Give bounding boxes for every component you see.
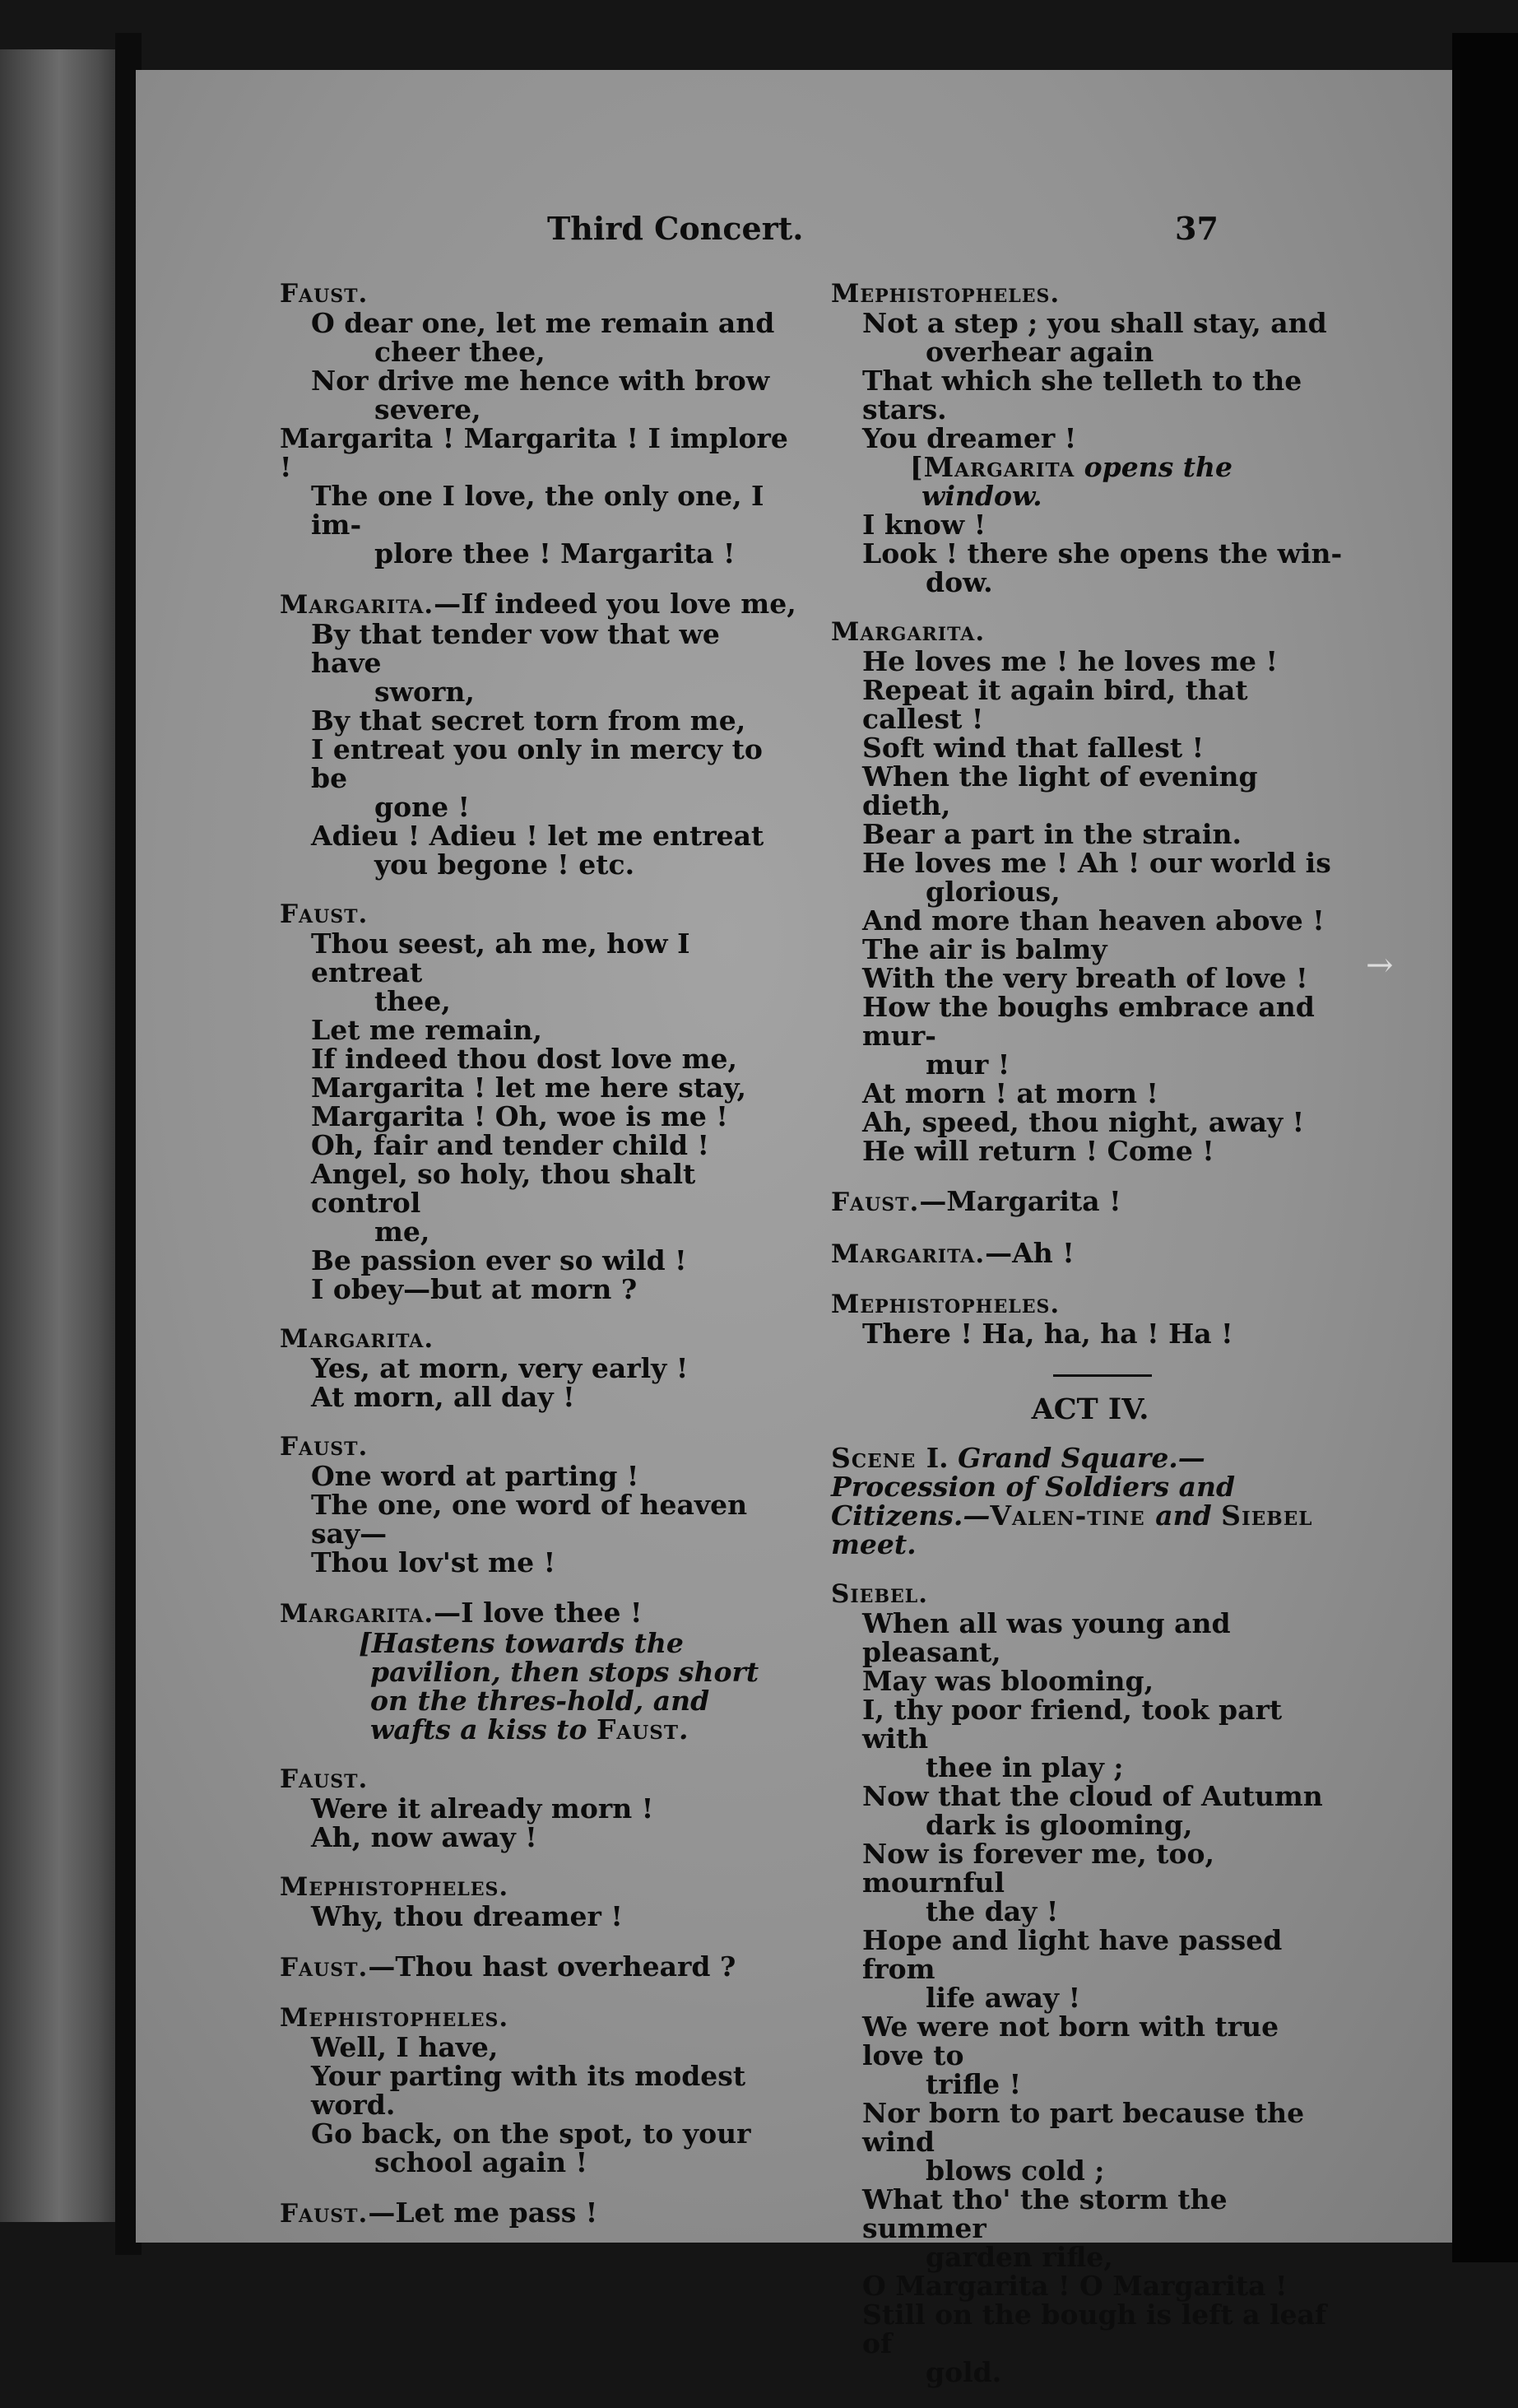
verse-line: I, thy poor friend, took part with (862, 1694, 1283, 1755)
scene-heading (831, 1443, 1349, 1559)
verse-line: When all was young and pleasant, (862, 1607, 1231, 1668)
speech-block (831, 280, 1349, 597)
verse-line: Bear a part in the strain. (862, 818, 1242, 850)
verse-line: gone ! (374, 791, 471, 823)
verse-line: May was blooming, (862, 1665, 1154, 1697)
running-title: Third Concert. (547, 210, 804, 247)
verse-line: Ah, speed, thou night, away ! (862, 1106, 1305, 1138)
verse-line: Oh, fair and tender child ! (311, 1129, 710, 1161)
scene-description: Grand Square.—Procession of Soldiers and Citizens.— (831, 1442, 1236, 1532)
speech-block (280, 589, 798, 879)
stage-direction-name: Faust (596, 1713, 680, 1746)
verse-line: Now that the cloud of Autumn (862, 1780, 1323, 1812)
speaker-name: Margarita. (831, 1239, 986, 1269)
verse-line: Let me remain, (311, 1014, 543, 1046)
scene-character: Siebel (1221, 1499, 1313, 1532)
verse-line: overhear again (926, 336, 1154, 368)
scene-label: Scene (831, 1442, 926, 1474)
verse-line: Thou lov'st me ! (311, 1546, 556, 1578)
verse-line: trifle ! (926, 2068, 1022, 2100)
speaker-name: Margarita. (280, 590, 434, 620)
verse-line: Still on the bough is left a leaf of (862, 2299, 1327, 2359)
speaker-name: Margarita. (831, 617, 986, 647)
verse-line: Soft wind that fallest ! (862, 732, 1205, 764)
speaker-name: Margarita. (280, 1599, 434, 1629)
verse-line: Why, thou dreamer ! (311, 1900, 623, 1932)
verse-line: I entreat you only in mercy to be (311, 733, 763, 794)
act-heading: ACT IV. (1031, 1392, 1149, 1426)
verse-line: Your parting with its modest word. (311, 2060, 746, 2121)
speaker-name: Faust. (280, 279, 369, 309)
speaker-name: Faust. (280, 900, 369, 929)
speech-block (280, 1952, 798, 1983)
verse-line: dark is glooming, (926, 1809, 1193, 1841)
verse-line: Thou seest, ah me, how I entreat (311, 927, 690, 988)
speaker-line (831, 1187, 1349, 1217)
verse-line: plore thee ! Margarita ! (374, 537, 736, 569)
speech-text: —If indeed you love me, (434, 588, 796, 620)
verse-line: You dreamer ! (862, 422, 1077, 454)
verse-line: sworn, (374, 676, 475, 708)
speech-text: —I love thee ! (434, 1597, 643, 1629)
verse-line: glorious, (926, 876, 1061, 908)
verse-line: Nor drive me hence with brow (311, 365, 770, 397)
speech-text: —Thou hast overheard ? (368, 1950, 736, 1983)
speaker-line (280, 1598, 798, 1629)
stage-direction-text: opens the window. (921, 451, 1233, 512)
stage-direction-text: . (679, 1713, 689, 1746)
verse-line: One word at parting ! (311, 1460, 639, 1492)
speech-block (280, 1325, 798, 1411)
speech-block (831, 1187, 1349, 1217)
verse-line: cheer thee, (374, 336, 545, 368)
verse-line: O dear one, let me remain and (311, 307, 775, 339)
verse-line: Look ! there she opens the win- (862, 537, 1343, 569)
speech-block (831, 1239, 1349, 1269)
verse-line: severe, (374, 393, 481, 425)
verse-line: I know ! (862, 509, 986, 541)
verse-line: Be passion ever so wild ! (311, 1244, 687, 1276)
stage-direction-text: [Hastens towards the pavilion, then stops short on the thres-hold, and wafts a kiss to (359, 1627, 759, 1746)
speech-block (280, 2198, 798, 2229)
verse-line: O Margarita ! O Margarita ! (862, 2270, 1288, 2302)
verse-line: He loves me ! he loves me ! (862, 645, 1278, 677)
verse-line: And more than heaven above ! (862, 904, 1325, 937)
stage-direction (831, 453, 1349, 510)
verse-line: blows cold ; (926, 2155, 1105, 2187)
verse-line: He will return ! Come ! (862, 1135, 1214, 1167)
verse-line: With the very breath of love ! (862, 962, 1308, 994)
margin-mark: → (1366, 946, 1394, 984)
verse-line: mur ! (926, 1048, 1010, 1081)
speaker-line (831, 1239, 1349, 1269)
scene-action: meet. (831, 1528, 917, 1560)
left-column (280, 280, 798, 2250)
speech-text: —Let me pass ! (368, 2196, 598, 2229)
verse-line: thee in play ; (926, 1751, 1124, 1783)
verse-line: The one, one word of heaven say— (311, 1489, 748, 1550)
speech-block (280, 1873, 798, 1931)
speech-text: —Margarita ! (919, 1185, 1121, 1217)
verse-line: you begone ! etc. (374, 848, 635, 881)
verse-line: Well, I have, (311, 2031, 499, 2063)
stage-direction (280, 1629, 798, 1744)
stage-direction-name: [Margarita (910, 451, 1075, 483)
speaker-name: Faust. (280, 2199, 369, 2229)
speech-block (831, 618, 1349, 1165)
verse-line: garden rifle, (926, 2241, 1113, 2273)
verse-line: The one I love, the only one, I im- (311, 480, 764, 541)
speaker-name: Margarita. (280, 1324, 434, 1354)
scan-border (1452, 33, 1518, 2262)
speaker-name: Faust. (280, 1764, 369, 1794)
speaker-line (280, 1952, 798, 1983)
verse-line: We were not born with true love to (862, 2011, 1279, 2071)
verse-line: When the light of evening dieth, (862, 760, 1258, 821)
verse-line: I obey—but at morn ? (311, 1273, 638, 1305)
speech-text: —Ah ! (985, 1237, 1075, 1269)
verse-line: Adieu ! Adieu ! let me entreat (311, 820, 764, 852)
speaker-name: Faust. (831, 1188, 920, 1217)
verse-line: What tho' the storm the summer (862, 2183, 1228, 2244)
scene-number: I. (926, 1442, 959, 1474)
speaker-name: Mephistopheles. (280, 1872, 509, 1902)
speaker-name: Mephistopheles. (831, 1290, 1061, 1319)
verse-line: Nor born to part because the wind (862, 2097, 1305, 2158)
speaker-name: Faust. (280, 1953, 369, 1983)
facing-page-edge (0, 49, 132, 2222)
speaker-name: Faust. (280, 1432, 369, 1462)
verse-line: By that tender vow that we have (311, 618, 720, 679)
verse-line: By that secret torn from me, (311, 704, 746, 737)
verse-line: The air is balmy (862, 933, 1107, 965)
verse-line: He loves me ! Ah ! our world is (862, 847, 1331, 879)
verse-line: Repeat it again bird, that callest ! (862, 674, 1248, 735)
speaker-line (280, 589, 798, 620)
verse-line: school again ! (374, 2146, 588, 2178)
section-rule (1053, 1374, 1152, 1377)
speech-block (280, 1598, 798, 1744)
speech-block (831, 1580, 1349, 2387)
verse-line: That which she telleth to the stars. (862, 365, 1302, 425)
verse-line: Margarita ! Margarita ! I implore ! (280, 422, 788, 483)
verse-line: There ! Ha, ha, ha ! Ha ! (862, 1318, 1233, 1350)
right-column (831, 280, 1349, 2408)
speaker-name: Mephistopheles. (831, 279, 1061, 309)
verse-line: Ah, now away ! (311, 1821, 537, 1853)
verse-line: Margarita ! Oh, woe is me ! (311, 1100, 728, 1132)
verse-line: dow. (926, 566, 993, 598)
verse-line: Angel, so holy, thou shalt control (311, 1158, 696, 1219)
speaker-name: Mephistopheles. (280, 2003, 509, 2033)
verse-line: gold. (926, 2356, 1002, 2388)
speech-block (280, 1765, 798, 1852)
running-head (0, 210, 1349, 259)
verse-line: Now is forever me, too, mournful (862, 1838, 1214, 1899)
verse-line: me, (374, 1216, 430, 1248)
speech-block (280, 900, 798, 1304)
verse-line: How the boughs embrace and mur- (862, 991, 1315, 1052)
verse-line: If indeed thou dost love me, (311, 1043, 738, 1075)
verse-line: life away ! (926, 1982, 1081, 2014)
verse-line: Not a step ; you shall stay, and (862, 307, 1327, 339)
speech-block (280, 280, 798, 568)
verse-line: thee, (374, 985, 451, 1017)
speech-block (280, 2004, 798, 2177)
verse-line: the day ! (926, 1895, 1059, 1927)
page-number: 37 (1175, 210, 1219, 247)
verse-line: Margarita ! let me here stay, (311, 1072, 746, 1104)
scene-character: Valen-tine (990, 1499, 1156, 1532)
speech-block (280, 1433, 798, 1577)
verse-line: At morn, all day ! (311, 1381, 575, 1413)
verse-line: Hope and light have passed from (862, 1924, 1283, 1985)
verse-line: Go back, on the spot, to your (311, 2117, 751, 2150)
verse-line: Yes, at morn, very early ! (311, 1352, 689, 1384)
speech-block (831, 1290, 1349, 1348)
scene-connector: and (1155, 1499, 1222, 1532)
verse-line: Were it already morn ! (311, 1792, 654, 1825)
speaker-line (280, 2198, 798, 2229)
speaker-name: Siebel. (831, 1579, 929, 1609)
verse-line: At morn ! at morn ! (862, 1077, 1158, 1109)
